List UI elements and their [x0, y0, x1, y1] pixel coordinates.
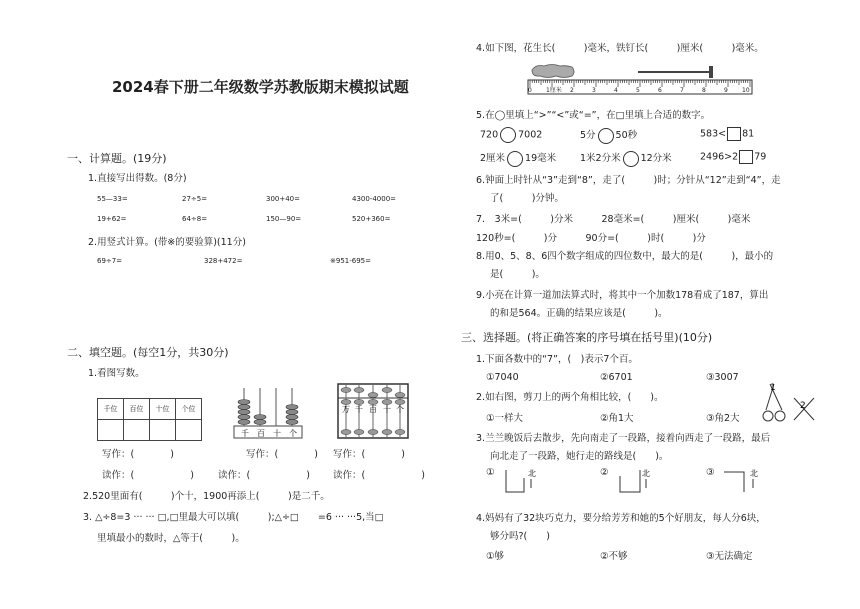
- section-2-heading: 二、填空题。(每空1分，共30分): [67, 346, 229, 359]
- pv-header: 百位: [124, 399, 150, 420]
- compare-item: 583< 81: [700, 128, 755, 140]
- ruler-image: [526, 58, 756, 98]
- scissors-image: [760, 380, 818, 426]
- write-label: 写作：( ): [333, 449, 405, 460]
- s3-q4a: 4.妈妈有了32块巧克力，要分给芳芳和她的5个好朋友，每人分6块，: [476, 513, 766, 524]
- abacus-label: 百: [369, 405, 377, 414]
- abacus-image: [232, 384, 304, 440]
- option: ②不够: [600, 551, 628, 562]
- write-label: 写作：( ): [102, 449, 174, 460]
- ruler-num: 9: [724, 87, 728, 94]
- abacus-label: 百: [257, 429, 265, 438]
- option: ②6701: [600, 372, 633, 383]
- pv-header: 千位: [98, 399, 124, 420]
- s3-q2: 2.如右图，剪刀上的两个角相比较，( )。: [476, 392, 664, 403]
- vert-item: 328+472=: [204, 257, 243, 265]
- vert-item: 69÷7=: [97, 257, 123, 265]
- calc-item: 300+40=: [266, 195, 300, 203]
- s3-q3b: 向北走了一段路，她行走的路线是( )。: [490, 451, 669, 462]
- read-label: 读作：( ): [218, 470, 310, 481]
- option: ①够: [486, 551, 505, 562]
- write-label: 写作：( ): [246, 449, 318, 460]
- angle-label: 1: [770, 383, 776, 393]
- page-title: 2024春下册二年级数学苏教版期末模拟试题: [112, 78, 409, 96]
- abacus-label: 个: [289, 429, 297, 438]
- compare-item: 2厘米 19毫米: [480, 150, 556, 167]
- s2-q6a: 6.钟面上时针从“3”走到“8”，走了( )时；分针从“12”走到“4”，走: [476, 175, 781, 186]
- north-label: 北: [528, 469, 536, 478]
- abacus-label: 千: [355, 405, 363, 414]
- option: ①一样大: [486, 413, 524, 424]
- s1-q1: 1.直接写出得数。(8分): [88, 173, 187, 184]
- read-label: 读作：( ): [333, 470, 425, 481]
- route-diagram: [612, 466, 656, 498]
- ruler-num: 6: [658, 87, 662, 94]
- abacus-label: 十: [383, 405, 391, 414]
- option: ②: [600, 467, 609, 478]
- abacus-label: 十: [273, 429, 281, 438]
- s2-q3a: 3. △÷8=3 ··· ··· □,□里最大可以填( );△÷□ =6 ··· ···5,当□: [83, 512, 384, 523]
- s2-q2: 2.520里面有( )个十，1900再添上( )是二千。: [83, 491, 330, 502]
- section-3-heading: 三、选择题。(将正确答案的序号填在括号里)(10分): [461, 331, 713, 344]
- ruler-num: 5: [636, 87, 640, 94]
- s2-q5: 5.在◯里填上“>”“<”或“=”，在□里填上合适的数字。: [476, 110, 711, 121]
- s3-q1: 1.下面各数中的“7”，( )表示7个百。: [476, 354, 638, 365]
- ruler-num: 2: [570, 87, 574, 94]
- ruler-num: 4: [614, 87, 618, 94]
- s1-q2: 2.用竖式计算。(带※的要验算)(11分): [88, 237, 246, 248]
- abacus-label: 万: [342, 405, 350, 414]
- s3-q4b: 够分吗?( ): [490, 531, 550, 542]
- s2-q7b: 120秒=( )分 90分=( )时( )分: [476, 233, 706, 244]
- s2-q7a: 7. 3米=( )分米 28毫米=( )厘米( )毫米: [476, 214, 751, 225]
- pv-header: 十位: [150, 399, 176, 420]
- ruler-num: 1厘米: [546, 87, 562, 94]
- s3-q3a: 3.兰兰晚饭后去散步，先向南走了一段路，接着向西走了一段路，最后: [476, 433, 771, 444]
- calc-item: 64÷8=: [182, 215, 208, 223]
- abacus-label: 千: [241, 429, 249, 438]
- compare-item: 5分 50秒: [580, 127, 637, 144]
- ruler-num: 7: [680, 87, 684, 94]
- pv-header: 个位: [176, 399, 202, 420]
- north-label: 北: [750, 469, 758, 478]
- ruler-num: 3: [592, 87, 596, 94]
- calc-item: 150—90=: [266, 215, 302, 223]
- option: ①: [486, 467, 495, 478]
- ruler-num: 10: [742, 87, 750, 94]
- option: ②角1大: [600, 413, 634, 424]
- ruler-num: 0: [528, 87, 532, 94]
- s2-q8b: 是( )。: [490, 269, 545, 280]
- ruler-num: 8: [702, 87, 706, 94]
- read-label: 读作：( ): [102, 470, 194, 481]
- route-diagram: [500, 466, 544, 498]
- compare-item: 2496>2 79: [700, 151, 767, 163]
- place-value-table: [97, 398, 202, 441]
- s2-q9b: 的和是564。正确的结果应该是( )。: [490, 308, 668, 319]
- calc-item: 27÷5=: [182, 195, 208, 203]
- option: ③无法确定: [706, 551, 753, 562]
- calc-item: 520+360=: [352, 215, 391, 223]
- s2-q6b: 了( )分钟。: [490, 193, 564, 204]
- compare-item: 720 7002: [480, 127, 542, 143]
- section-1-heading: 一、计算题。(19分): [67, 152, 167, 165]
- option: ③3007: [706, 372, 739, 383]
- abacus-label: 个: [396, 405, 404, 414]
- compare-item: 1米2分米 12分米: [580, 150, 672, 167]
- s2-q3b: 里填最小的数时，△等于( )。: [97, 533, 245, 544]
- s2-q4: 4.如下图，花生长( )毫米，铁钉长( )厘米( )毫米。: [476, 43, 764, 54]
- option: ①7040: [486, 372, 519, 383]
- route-diagram: [718, 466, 766, 498]
- s2-q9a: 9.小亮在计算一道加法算式时，将其中一个加数178看成了187，算出: [476, 290, 769, 301]
- s2-q1: 1.看图写数。: [88, 368, 145, 379]
- vert-item: ※951-695=: [330, 257, 371, 265]
- angle-label: 2: [800, 401, 806, 411]
- s2-q8a: 8.用0、5、8、6四个数字组成的四位数中，最大的是( )，最小的: [476, 251, 774, 262]
- north-label: 北: [642, 469, 650, 478]
- chinese-abacus-image: [336, 382, 410, 440]
- calc-item: 4300-4000=: [352, 195, 397, 203]
- calc-item: 19+62=: [97, 215, 127, 223]
- option: ③: [706, 467, 715, 478]
- calc-item: 55—33=: [97, 195, 128, 203]
- option: ③角2大: [706, 413, 740, 424]
